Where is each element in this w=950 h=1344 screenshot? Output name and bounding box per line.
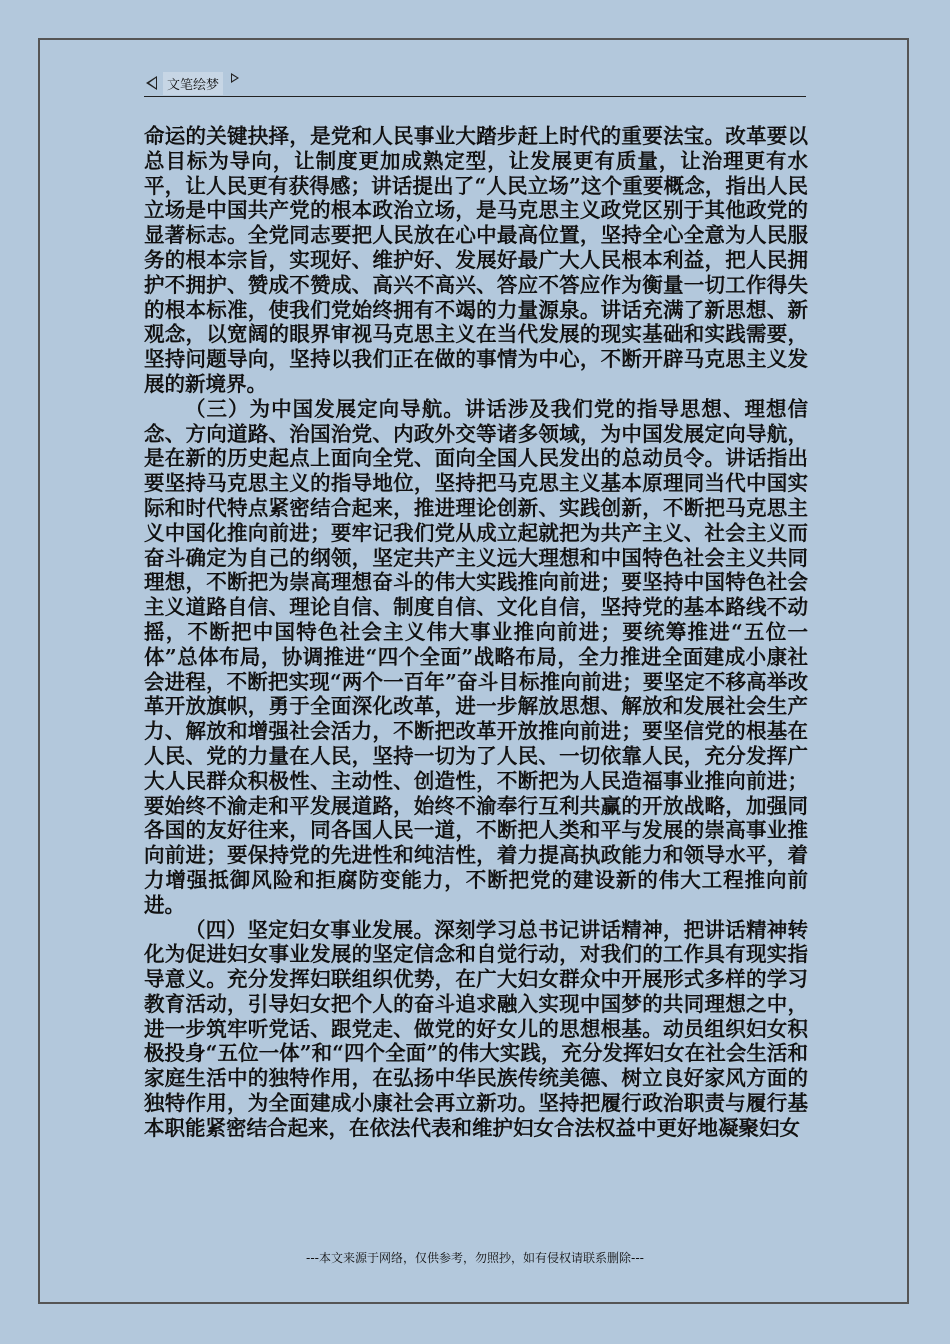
paragraph-3: （四）坚定妇女事业发展。深刻学习总书记讲话精神，把讲话精神转化为促进妇女事业发展的坚定信念和自觉行动，对我们的工作具有现实指导意义。充分发挥妇联组织优势，在广大妇女群众中开展形式多样的学习教育活动，引导妇女把个人的奋斗追求融入实现中国梦的共同理想之中，进一步筑牢听党话、跟党走、做党的好女儿的思想根基。动员组织妇女积极投身“五位一体”和“四个全面”的伟大实践，充分发挥妇女在社会生活和家庭生活中的独特作用，在弘扬中华民族传统美德、树立良好家风方面的独特作用，为全面建成小康社会再立新功。坚持把履行政治职责与履行基本职能紧密结合起来，在依法代表和维护妇女合法权益中更好地凝聚妇女 (144, 917, 808, 1140)
triangle-left-icon (146, 76, 157, 90)
triangle-right-icon (231, 73, 239, 83)
header-divider (144, 96, 806, 97)
footer-notice: ---本文来源于网络，仅供参考，勿照抄，如有侵权请联系删除--- (306, 1251, 644, 1265)
header-logo (144, 70, 239, 96)
paragraph-2: （三）为中国发展定向导航。讲话涉及我们党的指导思想、理想信念、方向道路、治国治党、内政外交等诸多领域，为中国发展定向导航，是在新的历史起点上面向全党、面向全国人民发出的总动员令。讲话指出要坚持马克思主义的指导地位，坚持把马克思主义基本原理同当代中国实际和时代特点紧密结合起来，推进理论创新、实践创新，不断把马克思主义中国化推向前进；要牢记我们党从成立起就把为共产主义、社会主义而奋斗确定为自己的纲领，坚定共产主义远大理想和中国特色社会主义共同理想，不断把为崇高理想奋斗的伟大实践推向前进；要坚持中国特色社会主义道路自信、理论自信、制度自信、文化自信，坚持党的基本路线不动摇，不断把中国特色社会主义伟大事业推向前进；要统筹推进“五位一体”总体布局，协调推进“四个全面”战略布局，全力推进全面建成小康社会进程，不断把实现“两个一百年”奋斗目标推向前进；要坚定不移高举改革开放旗帜，勇于全面深化改革，进一步解放思想、解放和发展社会生产力、解放和增强社会活力，不断把改革开放推向前进；要坚信党的根基在人民、党的力量在人民，坚持一切为了人民、一切依靠人民，充分发挥广大人民群众积极性、主动性、创造性，不断把为人民造福事业推向前进；要始终不渝走和平发展道路，始终不渝奉行互利共赢的开放战略，加强同各国的友好往来，同各国人民一道，不断把人类和平与发展的崇高事业推向前进；要保持党的先进性和纯洁性，着力提高执政能力和领导水平，着力增强抵御风险和拒腐防变能力，不断把党的建设新的伟大工程推向前进。 (144, 396, 808, 917)
document-body (144, 124, 808, 1141)
header-title: 文笔绘梦 (163, 72, 223, 95)
paragraph-1: 命运的关键抉择，是党和人民事业大踏步赶上时代的重要法宝。改革要以总目标为导向，让制度更加成熟定型，让发展更有质量，让治理更有水平，让人民更有获得感；讲话提出了“人民立场”这个重要概念，指出人民立场是中国共产党的根本政治立场，是马克思主义政党区别于其他政党的显著标志。全党同志要把人民放在心中最高位置，坚持全心全意为人民服务的根本宗旨，实现好、维护好、发展好最广大人民根本利益，把人民拥护不拥护、赞成不赞成、高兴不高兴、答应不答应作为衡量一切工作得失的根本标准，使我们党始终拥有不竭的力量源泉。讲话充满了新思想、新观念，以宽阔的眼界审视马克思主义在当代发展的现实基础和实践需要，坚持问题导向，坚持以我们正在做的事情为中心，不断开辟马克思主义发展的新境界。 (144, 124, 808, 396)
page-header (144, 70, 806, 98)
